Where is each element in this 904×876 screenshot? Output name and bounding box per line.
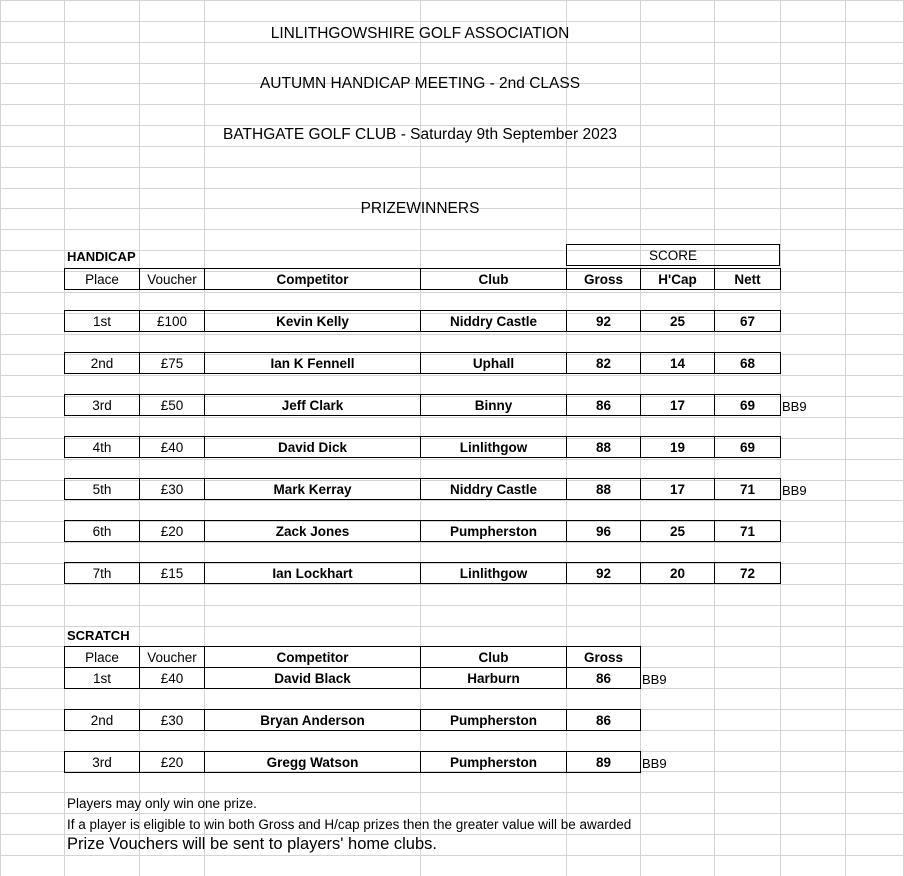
venue-date-title: BATHGATE GOLF CLUB - Saturday 9th September 2023 xyxy=(223,126,617,143)
cell-hcap: 25 xyxy=(641,311,715,332)
cell-competitor: Zack Jones xyxy=(205,521,421,542)
table-row xyxy=(64,520,781,542)
cell-nett: 72 xyxy=(715,563,781,584)
table-row xyxy=(64,562,781,584)
cell-place: 3rd xyxy=(65,395,140,416)
col-header-competitor: Competitor xyxy=(205,269,421,290)
col-header-club: Club xyxy=(421,269,567,290)
cell-gross: 86 xyxy=(567,668,641,689)
cell-competitor: Mark Kerray xyxy=(205,479,421,500)
table-row xyxy=(64,352,781,374)
col-header-club: Club xyxy=(421,647,567,668)
countback-note: BB9 xyxy=(642,672,667,687)
cell-club: Uphall xyxy=(421,353,567,374)
cell-voucher: £15 xyxy=(140,563,205,584)
cell-club: Pumpherston xyxy=(421,710,567,731)
cell-place: 4th xyxy=(65,437,140,458)
handicap-score-group-header xyxy=(566,244,780,266)
cell-hcap: 19 xyxy=(641,437,715,458)
cell-competitor: Gregg Watson xyxy=(205,752,421,773)
cell-place: 1st xyxy=(65,668,140,689)
col-header-place: Place xyxy=(65,647,140,668)
cell-club: Niddry Castle xyxy=(421,311,567,332)
table-header-row xyxy=(65,269,781,290)
table-row xyxy=(64,478,781,500)
cell-voucher: £50 xyxy=(140,395,205,416)
cell-club: Linlithgow xyxy=(421,437,567,458)
col-header-gross: Gross xyxy=(567,647,641,668)
result-row xyxy=(65,710,641,731)
note-line-2: If a player is eligible to win both Gross and H/cap prizes then the greater value will be awarded xyxy=(67,817,632,832)
cell-nett: 71 xyxy=(715,521,781,542)
score-group-label: SCORE xyxy=(567,245,780,266)
countback-note: BB9 xyxy=(782,483,807,498)
cell-place: 1st xyxy=(65,311,140,332)
countback-note: BB9 xyxy=(782,399,807,414)
cell-club: Niddry Castle xyxy=(421,479,567,500)
cell-club: Pumpherston xyxy=(421,752,567,773)
cell-hcap: 14 xyxy=(641,353,715,374)
result-row xyxy=(65,437,781,458)
cell-gross: 96 xyxy=(567,521,641,542)
cell-voucher: £30 xyxy=(140,710,205,731)
cell-gross: 86 xyxy=(567,710,641,731)
result-row xyxy=(65,353,781,374)
cell-voucher: £40 xyxy=(140,668,205,689)
cell-nett: 68 xyxy=(715,353,781,374)
cell-hcap: 20 xyxy=(641,563,715,584)
result-row xyxy=(65,395,781,416)
cell-gross: 89 xyxy=(567,752,641,773)
cell-gross: 82 xyxy=(567,353,641,374)
cell-competitor: David Black xyxy=(205,668,421,689)
table-row xyxy=(64,751,641,773)
col-header-place: Place xyxy=(65,269,140,290)
note-line-3: Prize Vouchers will be sent to players' home clubs. xyxy=(67,835,437,853)
cell-nett: 69 xyxy=(715,395,781,416)
cell-hcap: 17 xyxy=(641,395,715,416)
scratch-section-label: SCRATCH xyxy=(67,628,130,643)
table-row xyxy=(64,709,641,731)
cell-gross: 88 xyxy=(567,437,641,458)
cell-voucher: £30 xyxy=(140,479,205,500)
cell-gross: 92 xyxy=(567,563,641,584)
cell-nett: 71 xyxy=(715,479,781,500)
cell-gross: 86 xyxy=(567,395,641,416)
table-row xyxy=(64,394,781,416)
cell-voucher: £20 xyxy=(140,521,205,542)
result-row xyxy=(65,521,781,542)
result-row xyxy=(65,311,781,332)
cell-place: 5th xyxy=(65,479,140,500)
cell-hcap: 17 xyxy=(641,479,715,500)
result-row xyxy=(65,668,641,689)
table-row xyxy=(64,310,781,332)
cell-place: 2nd xyxy=(65,710,140,731)
cell-voucher: £40 xyxy=(140,437,205,458)
cell-place: 3rd xyxy=(65,752,140,773)
event-title: AUTUMN HANDICAP MEETING - 2nd CLASS xyxy=(259,75,581,92)
col-header-voucher: Voucher xyxy=(140,647,205,668)
countback-note: BB9 xyxy=(642,756,667,771)
result-row xyxy=(65,752,641,773)
prizewinners-heading: PRIZEWINNERS xyxy=(360,200,480,217)
result-row xyxy=(65,563,781,584)
handicap-section-label: HANDICAP xyxy=(67,249,136,264)
col-header-hcap: H'Cap xyxy=(641,269,715,290)
cell-competitor: Jeff Clark xyxy=(205,395,421,416)
cell-club: Harburn xyxy=(421,668,567,689)
table-row xyxy=(64,436,781,458)
cell-place: 7th xyxy=(65,563,140,584)
note-line-1: Players may only win one prize. xyxy=(67,796,257,811)
table-row xyxy=(567,245,780,266)
table-header-row xyxy=(65,647,641,668)
cell-competitor: Ian Lockhart xyxy=(205,563,421,584)
cell-voucher: £20 xyxy=(140,752,205,773)
cell-competitor: Bryan Anderson xyxy=(205,710,421,731)
col-header-gross: Gross xyxy=(567,269,641,290)
col-header-voucher: Voucher xyxy=(140,269,205,290)
cell-club: Linlithgow xyxy=(421,563,567,584)
cell-gross: 92 xyxy=(567,311,641,332)
organisation-title: LINLITHGOWSHIRE GOLF ASSOCIATION xyxy=(270,25,570,42)
scratch-header-table xyxy=(64,646,641,668)
cell-club: Binny xyxy=(421,395,567,416)
cell-competitor: David Dick xyxy=(205,437,421,458)
cell-voucher: £100 xyxy=(140,311,205,332)
cell-nett: 69 xyxy=(715,437,781,458)
col-header-nett: Nett xyxy=(715,269,781,290)
result-row xyxy=(65,479,781,500)
cell-place: 2nd xyxy=(65,353,140,374)
cell-place: 6th xyxy=(65,521,140,542)
cell-nett: 67 xyxy=(715,311,781,332)
cell-club: Pumpherston xyxy=(421,521,567,542)
handicap-header-table xyxy=(64,268,781,290)
col-header-competitor: Competitor xyxy=(205,647,421,668)
cell-voucher: £75 xyxy=(140,353,205,374)
cell-gross: 88 xyxy=(567,479,641,500)
table-row xyxy=(64,667,641,689)
cell-hcap: 25 xyxy=(641,521,715,542)
cell-competitor: Kevin Kelly xyxy=(205,311,421,332)
cell-competitor: Ian K Fennell xyxy=(205,353,421,374)
